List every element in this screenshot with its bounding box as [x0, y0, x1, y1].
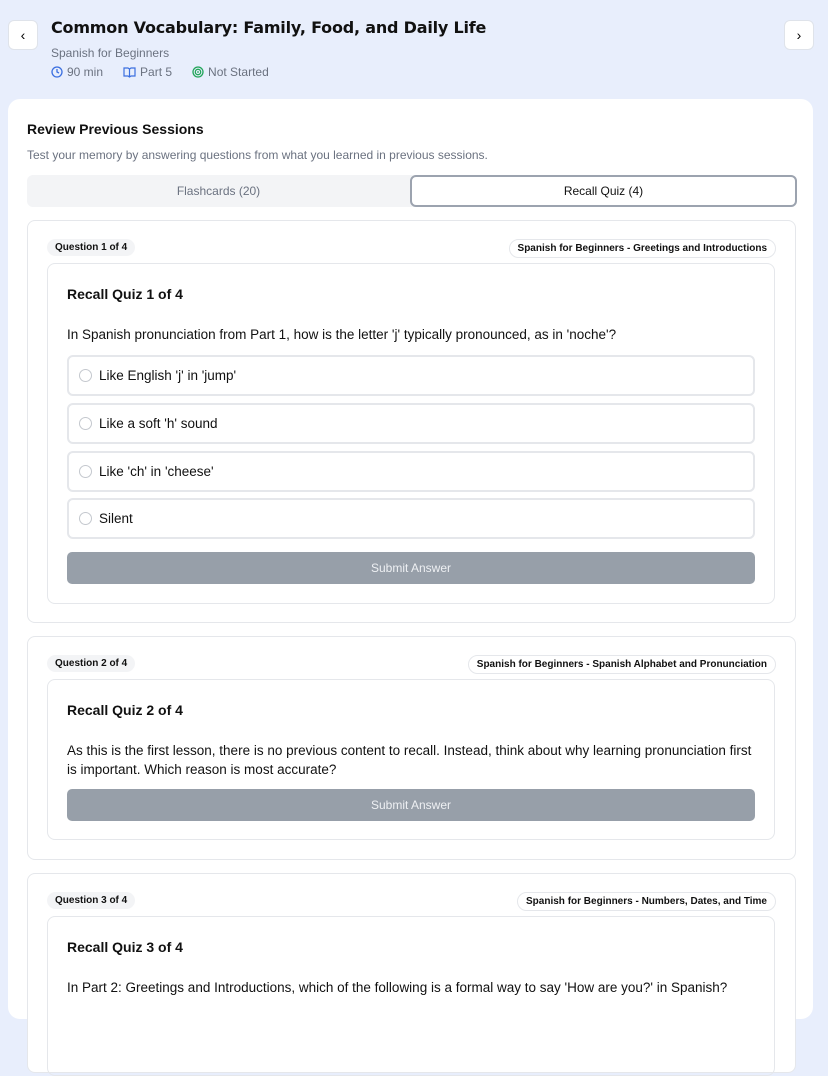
previous-button[interactable]: ‹ — [8, 20, 38, 50]
book-icon — [123, 66, 136, 78]
source-badge: Spanish for Beginners - Greetings and Introductions — [509, 239, 776, 258]
tab-recall-quiz[interactable]: Recall Quiz (4) — [410, 175, 797, 207]
quiz-title: Recall Quiz 3 of 4 — [67, 939, 183, 955]
question-number-badge: Question 1 of 4 — [47, 239, 135, 256]
question-text: In Spanish pronunciation from Part 1, how is the letter 'j' typically pronounced, as in 'noche'? — [67, 327, 617, 342]
review-panel — [8, 99, 813, 1019]
next-button[interactable]: › — [784, 20, 814, 50]
answer-option[interactable] — [67, 355, 755, 396]
course-name: Spanish for Beginners — [51, 46, 170, 60]
source-badge: Spanish for Beginners - Spanish Alphabet and Pronunciation — [468, 655, 776, 674]
submit-answer-button[interactable]: Submit Answer — [67, 789, 755, 821]
section-subtitle: Test your memory by answering questions from what you learned in previous sessions. — [27, 148, 488, 162]
quiz-title: Recall Quiz 1 of 4 — [67, 286, 183, 302]
question-number-badge: Question 2 of 4 — [47, 655, 135, 672]
session-meta — [51, 65, 269, 79]
radio-icon — [79, 512, 92, 525]
quiz-title: Recall Quiz 2 of 4 — [67, 702, 183, 718]
option-label: Like a soft 'h' sound — [99, 416, 218, 431]
duration: 90 min — [67, 65, 104, 79]
answer-option[interactable] — [67, 403, 755, 444]
option-label: Like English 'j' in 'jump' — [99, 368, 237, 383]
question-card — [27, 636, 796, 860]
submit-answer-button[interactable]: Submit Answer — [67, 552, 755, 584]
question-text: As this is the first lesson, there is no previous content to recall. Instead, think about why learning pronunciation first is important. Which reason is most accurate? — [67, 743, 752, 777]
answer-option[interactable] — [67, 451, 755, 492]
question-card — [27, 873, 796, 1073]
question-card — [27, 220, 796, 623]
target-icon — [192, 66, 204, 78]
radio-icon — [79, 417, 92, 430]
radio-icon — [79, 369, 92, 382]
source-badge: Spanish for Beginners - Numbers, Dates, and Time — [517, 892, 776, 911]
radio-icon — [79, 465, 92, 478]
clock-icon — [51, 66, 63, 78]
tab-flashcards[interactable]: Flashcards (20) — [176, 184, 261, 198]
section-title: Review Previous Sessions — [27, 121, 204, 137]
review-tabs — [27, 175, 797, 207]
part: Part 5 — [140, 65, 173, 79]
page-title: Common Vocabulary: Family, Food, and Daily Life — [51, 18, 487, 37]
option-label: Like 'ch' in 'cheese' — [99, 464, 214, 479]
question-text: In Part 2: Greetings and Introductions, which of the following is a formal way to say 'How are you?' in Spanish? — [67, 980, 728, 995]
answer-option[interactable] — [67, 498, 755, 539]
status: Not Started — [208, 65, 269, 79]
option-label: Silent — [99, 511, 133, 526]
question-number-badge: Question 3 of 4 — [47, 892, 135, 909]
